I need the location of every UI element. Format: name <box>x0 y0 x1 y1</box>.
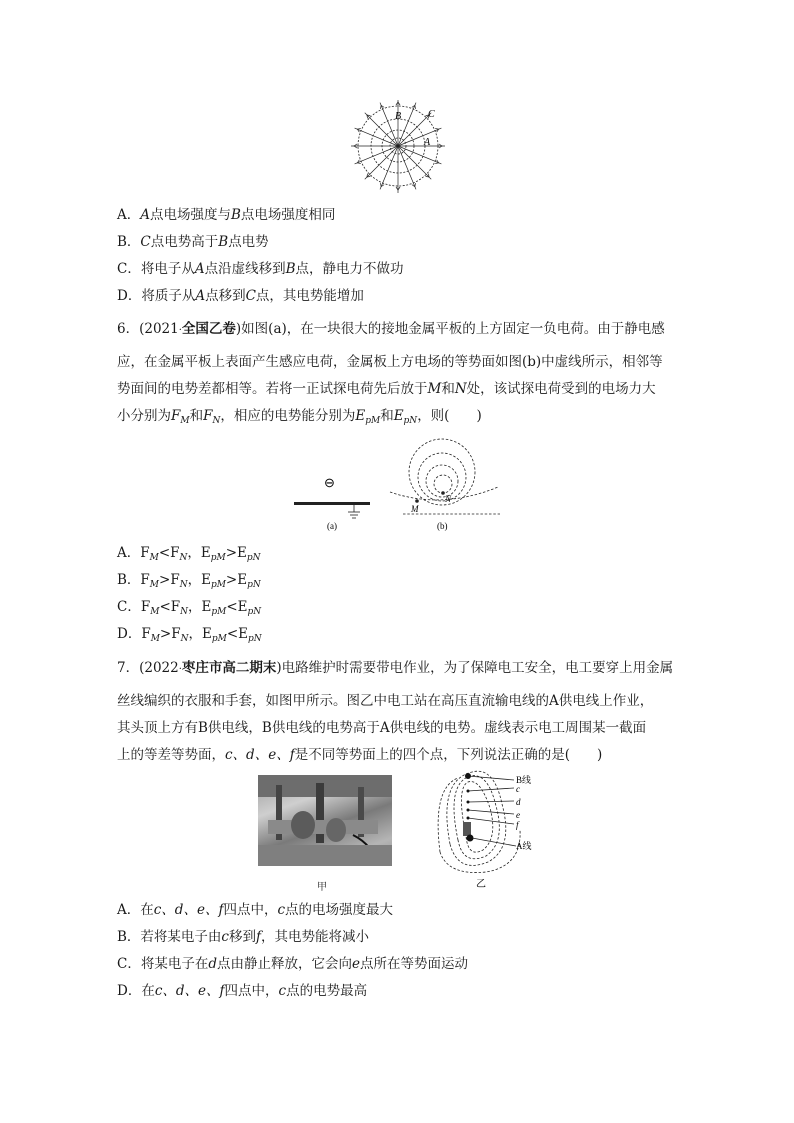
q7-stem-line1: 7．(2022·枣庄市高二期末)电路维护时需要带电作业，为了保障电工安全，电工要穿上用金属 <box>117 660 674 676</box>
label-d: d <box>516 797 521 807</box>
q6-figure <box>290 432 505 532</box>
q5-option-a[interactable]: A．A点电场强度与B点电场强度相同 <box>117 207 336 223</box>
q7-option-b[interactable]: B．若将某电子由c移到f，其电势能将减小 <box>117 929 369 945</box>
q6-stem-line3: 势面间的电势差都相等。若将一正试探电荷先后放于M和N处，该试探电荷受到的电场力大 <box>117 381 656 397</box>
field-line <box>365 146 398 179</box>
label-yi: 乙 <box>476 879 486 890</box>
q6-option-b[interactable]: B．$F_M>F_N$，$E_{pM}>E_{pN}$ <box>117 572 261 590</box>
q7-stem-line4: 上的等差等势面，c、d、e、f是不同等势面上的四个点，下列说法正确的是( ) <box>117 747 603 763</box>
q6-stem-line4: 小分别为$F_M$和$F_N$，相应的电势能分别为$E_{pM}$和$E_{pN}$，则( ) <box>117 408 482 426</box>
q7-stem-line3: 其头顶上方有B供电线，B供电线的电势高于A供电线的电势。虚线表示电工周围某一截面 <box>117 720 647 736</box>
q5-option-d[interactable]: D．将质子从A点移到C点，其电势能增加 <box>117 288 364 304</box>
q5-option-c[interactable]: C．将电子从A点沿虚线移到B点，静电力不做功 <box>117 261 404 277</box>
q7-option-c[interactable]: C．将某电子在d点由静止释放，它会向e点所在等势面运动 <box>117 956 468 972</box>
label-c: c <box>516 784 520 794</box>
q5-option-b[interactable]: B．C点电势高于B点电势 <box>117 234 269 250</box>
field-line <box>365 113 398 146</box>
q6-stem-line2: 应，在金属平板上表面产生感应电荷，金属板上方电场的等势面如图(b)中虚线所示，相邻等 <box>117 354 663 370</box>
q6-option-d[interactable]: D．$F_M>F_N$，$E_{pM}<E_{pN}$ <box>117 626 262 644</box>
q6-option-a[interactable]: A．$F_M<F_N$，$E_{pM}>E_{pN}$ <box>117 545 261 563</box>
label-A-line: A线 <box>516 841 532 851</box>
label-f: f <box>516 820 519 830</box>
point-M: M <box>411 504 419 514</box>
label-jia: 甲 <box>317 882 327 893</box>
label-B-line: B线 <box>516 775 532 785</box>
label-e: e <box>516 810 520 820</box>
electrician-photo <box>258 775 392 866</box>
q6-option-c[interactable]: C．$F_M<F_N$，$E_{pM}<E_{pN}$ <box>117 599 262 617</box>
equipotential-figure <box>428 768 543 890</box>
point-N: N <box>445 494 452 504</box>
label-C: C <box>428 109 435 120</box>
q7-option-d[interactable]: D．在c、d、e、f四点中，c点的电势最高 <box>117 983 368 999</box>
label-A: A <box>424 137 431 148</box>
q7-stem-line2: 丝线编织的衣服和手套，如图甲所示。图乙中电工站在高压直流输电线的A供电线上作业， <box>117 693 654 709</box>
q6-stem-line1: 6．(2021·全国乙卷)如图(a)，在一块很大的接地金属平板的上方固定一负电荷。由于静电感 <box>117 321 665 337</box>
field-lines-figure <box>348 100 448 198</box>
label-b: (b) <box>437 521 448 531</box>
field-line <box>398 146 431 179</box>
q7-option-a[interactable]: A．在c、d、e、f四点中，c点的电场强度最大 <box>117 902 394 918</box>
label-a: (a) <box>327 521 337 531</box>
label-B: B <box>395 111 402 122</box>
negative-charge-icon: ⊖ <box>324 475 335 490</box>
